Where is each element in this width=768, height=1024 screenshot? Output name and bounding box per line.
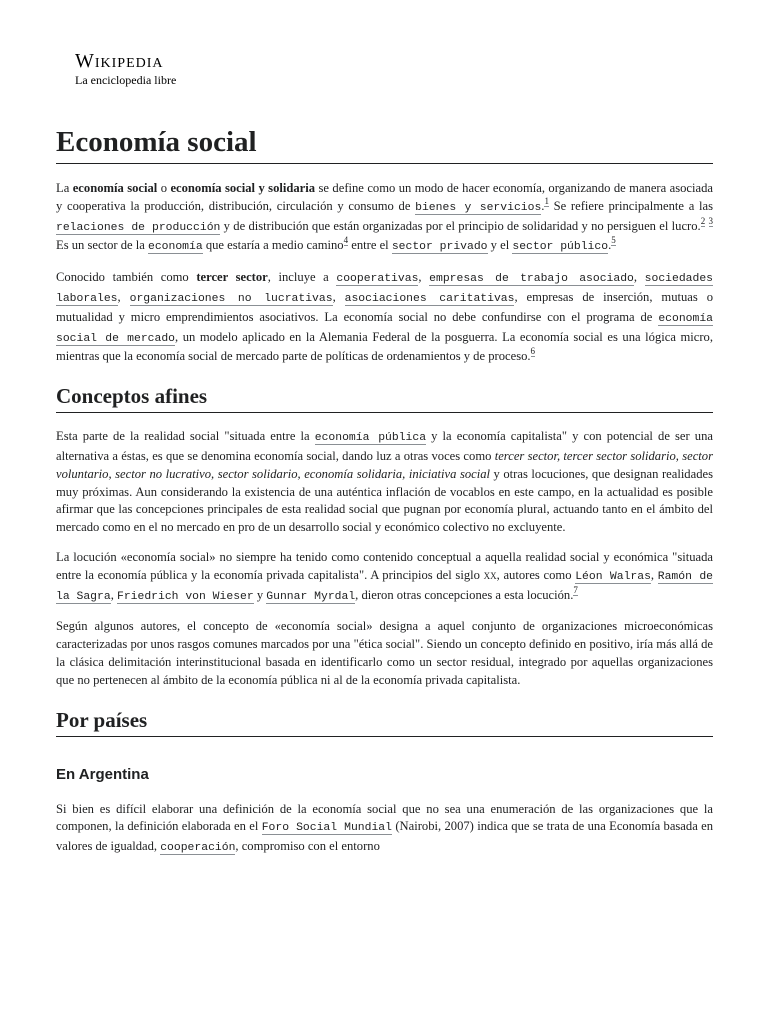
text-run: , <box>650 567 658 582</box>
text-run: , <box>110 587 117 602</box>
text-run: y <box>253 587 267 602</box>
link-ramon-de-la-sagra[interactable]: Ramón de la Sagra <box>56 570 713 603</box>
text-run: , compromiso con el entorno <box>235 839 380 854</box>
text-run: La <box>56 181 73 195</box>
ref-link[interactable]: 6 <box>530 346 536 357</box>
text-run: , autores como <box>496 567 576 582</box>
link-leon-walras[interactable]: Léon Walras <box>575 570 651 583</box>
ref-link[interactable]: 2 <box>700 215 706 226</box>
link-cooperativas[interactable]: cooperativas <box>336 273 419 286</box>
link-sector-publico[interactable]: sector público <box>512 241 609 254</box>
conceptos-paragraph-1 <box>56 428 713 537</box>
page-title: Economía social <box>56 125 713 164</box>
text-run: se define como un modo de hacer economía, organizando de manera asociada y cooperativa la producción, distribución, circulación y consumo de <box>56 181 714 213</box>
argentina-paragraph-1 <box>56 801 713 858</box>
text-run: Se refiere principalmente a las <box>548 198 713 213</box>
heading-en-argentina: En Argentina <box>56 765 149 783</box>
text-run: o <box>157 181 171 195</box>
text-run: Si bien es difícil elaborar una definición de la economía social que no sea una enumeración de las organizaciones que la componen, la definición elaborada en el <box>56 801 713 834</box>
text-run: entre el <box>348 238 392 253</box>
link-economia-publica[interactable]: economía pública <box>314 432 427 445</box>
text-run: Esta parte de la realidad social "situada entre la <box>56 429 315 444</box>
text-run: (Nairobi, 2007) indica que se trata de una Economía basada en valores de igualdad, <box>56 819 714 854</box>
ref-link[interactable]: 1 <box>544 195 549 206</box>
ref-7[interactable] <box>573 585 578 596</box>
ref-link[interactable]: 3 <box>708 215 713 226</box>
ref-link[interactable]: 5 <box>611 235 616 246</box>
text-run: , un modelo aplicado en la Alemania Federal de la posguerra. La economía social es una lógica micro, mientras que la economía social de mercado parte de políticas de ordenamientos y de proceso. <box>56 329 713 364</box>
italic-terms: tercer sector, tercer sector solidario, sector voluntario, sector no lucrativo, sector solidario, economía solidaria, iniciativa social <box>56 448 714 481</box>
text-run: , dieron otras concepciones a esta locución. <box>355 587 574 602</box>
heading-conceptos-afines: Conceptos afines <box>56 383 713 413</box>
intro-paragraph-2 <box>56 269 713 366</box>
text-run: , <box>633 270 645 285</box>
text-run: y el <box>487 238 513 253</box>
link-sociedades-laborales[interactable]: sociedades laborales <box>56 273 714 305</box>
link-empresas-de-trabajo-asociado[interactable]: empresas de trabajo asociado <box>429 273 634 286</box>
ref-5[interactable] <box>611 235 616 246</box>
link-gunnar-myrdal[interactable]: Gunnar Myrdal <box>266 590 356 603</box>
link-economia-social-de-mercado[interactable]: economía social de mercado <box>56 312 713 345</box>
bold-term: economía social y solidaria <box>170 181 316 195</box>
logo-tagline: La enciclopedia libre <box>75 73 177 87</box>
text-run: que estaría a medio camino <box>202 238 344 253</box>
logo-wordmark: Wikipedia <box>75 50 164 72</box>
link-asociaciones-caritativas[interactable]: asociaciones caritativas <box>344 292 515 305</box>
text-run: , incluye a <box>267 270 337 285</box>
bold-term: tercer sector <box>196 270 268 285</box>
bold-term: economía social <box>72 181 158 195</box>
text-run: , <box>332 289 345 304</box>
link-foro-social-mundial[interactable]: Foro Social Mundial <box>261 822 392 835</box>
link-cooperacion[interactable]: cooperación <box>160 842 236 855</box>
text-run: , <box>117 289 130 304</box>
text-run: Es un sector de la <box>56 238 148 253</box>
intro-paragraph-1 <box>56 180 713 257</box>
link-sector-privado[interactable]: sector privado <box>391 241 488 254</box>
ref-link[interactable]: 7 <box>573 584 578 595</box>
wikipedia-logo[interactable] <box>75 50 176 87</box>
link-economia[interactable]: economía <box>147 241 203 254</box>
link-friedrich-von-wieser[interactable]: Friedrich von Wieser <box>116 590 254 603</box>
text-run: y otras locuciones, que designan realidades muy próximas. Aun considerando la existencia de una auténtica inflación de vocablos en este campo, en la actualidad es posible afirmar que las concepciones principales de esta realidad social que pugnan por economía plural, actuando tanto en el ámbito del mercado como en el no mercado en pro de un desarrollo social y económico colectivo no excluyente. <box>56 466 713 535</box>
conceptos-paragraph-3: Según algunos autores, el concepto de «economía social» designa a aquel conjunto de organizaciones microeconómicas caracterizadas por unos rasgos comunes marcados por una "ética social". Siendo un concepto definido en positivo, iría más allá de la clásica delimitación interinstitucional basada en identificarlo como un sector residual, integrado por aquellas organizaciones que no pertenecen al ámbito de la economía pública ni al de la economía privada capitalista. <box>56 619 713 687</box>
text-run: . <box>541 198 545 213</box>
text-run: La locución «economía social» no siempre ha tenido como contenido conceptual a aquella realidad social y económica "situada entre la economía pública y la economía privada capitalista". A principios del siglo <box>56 549 713 582</box>
link-organizaciones-no-lucrativas[interactable]: organizaciones no lucrativas <box>129 292 333 305</box>
text-run: y de distribución que están organizadas por el principio de solidaridad y no persiguen el lucro. <box>220 218 701 233</box>
text-run: . <box>608 238 612 253</box>
text-run: , empresas de inserción, mutuas o mutualidad y micro emprendimientos asociativos. La economía social no debe confundirse con el programa de <box>56 289 713 324</box>
ref-3[interactable] <box>709 216 714 227</box>
heading-por-paises: Por países <box>56 707 713 737</box>
article-content <box>56 125 713 858</box>
century-numeral: xx <box>483 567 497 582</box>
link-bienes-y-servicios[interactable]: bienes y servicios <box>415 201 542 214</box>
link-relaciones-de-produccion[interactable]: relaciones de producción <box>56 221 221 234</box>
text-run: y la economía capitalista" y con potencial de ser una alternativa a éstas, es que se denomina economía social, dando luz a otras voces como <box>56 429 713 463</box>
text-run: , <box>418 270 430 285</box>
ref-6[interactable] <box>531 346 536 357</box>
ref-link[interactable]: 4 <box>343 235 349 246</box>
conceptos-paragraph-2 <box>56 549 713 606</box>
ref-2[interactable] <box>701 216 706 227</box>
text-run: Conocido también como <box>56 270 197 285</box>
